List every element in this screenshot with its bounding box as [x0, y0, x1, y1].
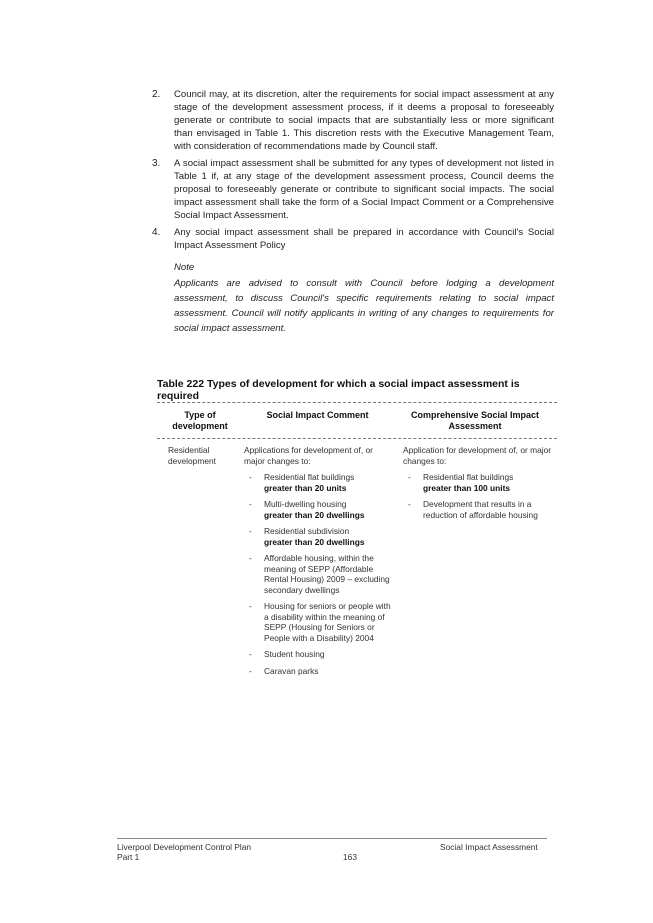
list-item [403, 499, 553, 520]
bullet-dash: - [249, 553, 252, 563]
header-comprehensive-assessment: Comprehensive Social Impact Assessment [410, 410, 540, 431]
item-text: Residential flat buildings [423, 472, 514, 482]
requirement-item [152, 88, 554, 153]
item-text: Housing for seniors or people with a disability within the meaning of SEPP (Housing for Seniors or People with a Disability) 2004 [264, 601, 391, 643]
list-item [244, 666, 394, 677]
list-item [244, 472, 394, 493]
item-text: Affordable housing, within the meaning of SEPP (Affordable Rental Housing) 2009 – excluding secondary dwellings [264, 553, 390, 595]
item-text: Caravan parks [264, 665, 319, 676]
requirements-list [152, 88, 554, 336]
item-number: 3. [152, 158, 161, 169]
item-text: Development that results in a reduction of affordable housing [423, 499, 538, 520]
cell-type: Residential development [168, 445, 216, 466]
list-item [403, 472, 553, 493]
footer-section-title: Social Impact Assessment [440, 842, 538, 852]
item-number: 4. [152, 227, 161, 238]
item-threshold: greater than 20 units [264, 482, 347, 493]
requirement-item [152, 157, 554, 222]
list-item [244, 553, 394, 595]
list-item [244, 649, 394, 660]
item-text: Residential subdivision [264, 526, 350, 536]
cell-social-impact-comment [244, 445, 394, 676]
item-text: Any social impact assessment shall be prepared in accordance with Council's Social Impact Assessment Policy [174, 227, 554, 251]
bullet-dash: - [249, 601, 252, 611]
item-threshold: greater than 100 units [423, 482, 511, 493]
item-text: Multi-dwelling housing [264, 499, 347, 509]
bullet-dash: - [249, 649, 252, 659]
item-text: Residential flat buildings [264, 472, 355, 482]
item-number: 2. [152, 89, 161, 100]
bullet-dash: - [249, 526, 252, 536]
item-text: A social impact assessment shall be submitted for any types of development not listed in Table 1 if, at any stage of the development assessment process, Council deems the proposal to foreseeably generate or contribute to significant social impacts. The social impact assessment shall take the form of a Social Impact Comment or a Comprehensive Social Impact Assessment. [174, 158, 554, 221]
footer-part: Part 1 [117, 852, 140, 862]
note-title: Note [174, 262, 195, 273]
header-type: Type of development [172, 410, 228, 431]
note-text: Applicants are advised to consult with Council before lodging a development assessment, to discuss Council's specific requirements relating to social impact assessment. Council will notify applicants in writing of any changes to requirements for social impact assessment. [174, 278, 554, 334]
list-item [244, 601, 394, 643]
bullet-dash: - [408, 472, 411, 482]
table-title: Table 222 Types of development for which a social impact assessment is required [157, 378, 520, 402]
item-threshold: greater than 20 dwellings [264, 509, 365, 520]
bullet-dash: - [249, 472, 252, 482]
page-number: 163 [343, 852, 357, 862]
table-top-rule [157, 402, 557, 403]
header-social-impact-comment: Social Impact Comment [266, 410, 369, 420]
header-bottom-rule [157, 438, 557, 439]
item-text: Student housing [264, 649, 325, 659]
bullet-dash: - [408, 499, 411, 509]
footer-document-title: Liverpool Development Control Plan [117, 842, 252, 852]
item-text: Council may, at its discretion, alter the requirements for social impact assessment at any stage of the development assessment process, if it deems a proposal to foreseeably generate or contribute to social impacts that are substantially less or more significant than envisaged in Table 1. This discretion rests with the Executive Management Team, with consideration of recommendations made by Council staff. [174, 89, 554, 152]
comment-intro: Applications for development of, or major changes to: [244, 445, 373, 466]
list-item [244, 526, 394, 547]
note-block [174, 260, 554, 336]
bullet-dash: - [249, 499, 252, 509]
requirement-item [152, 226, 554, 252]
comprehensive-intro: Application for development of, or major changes to: [403, 445, 552, 466]
footer-rule [117, 838, 547, 839]
item-threshold: greater than 20 dwellings [264, 536, 365, 547]
cell-comprehensive-assessment [403, 445, 553, 520]
bullet-dash: - [249, 665, 252, 676]
list-item [244, 499, 394, 520]
